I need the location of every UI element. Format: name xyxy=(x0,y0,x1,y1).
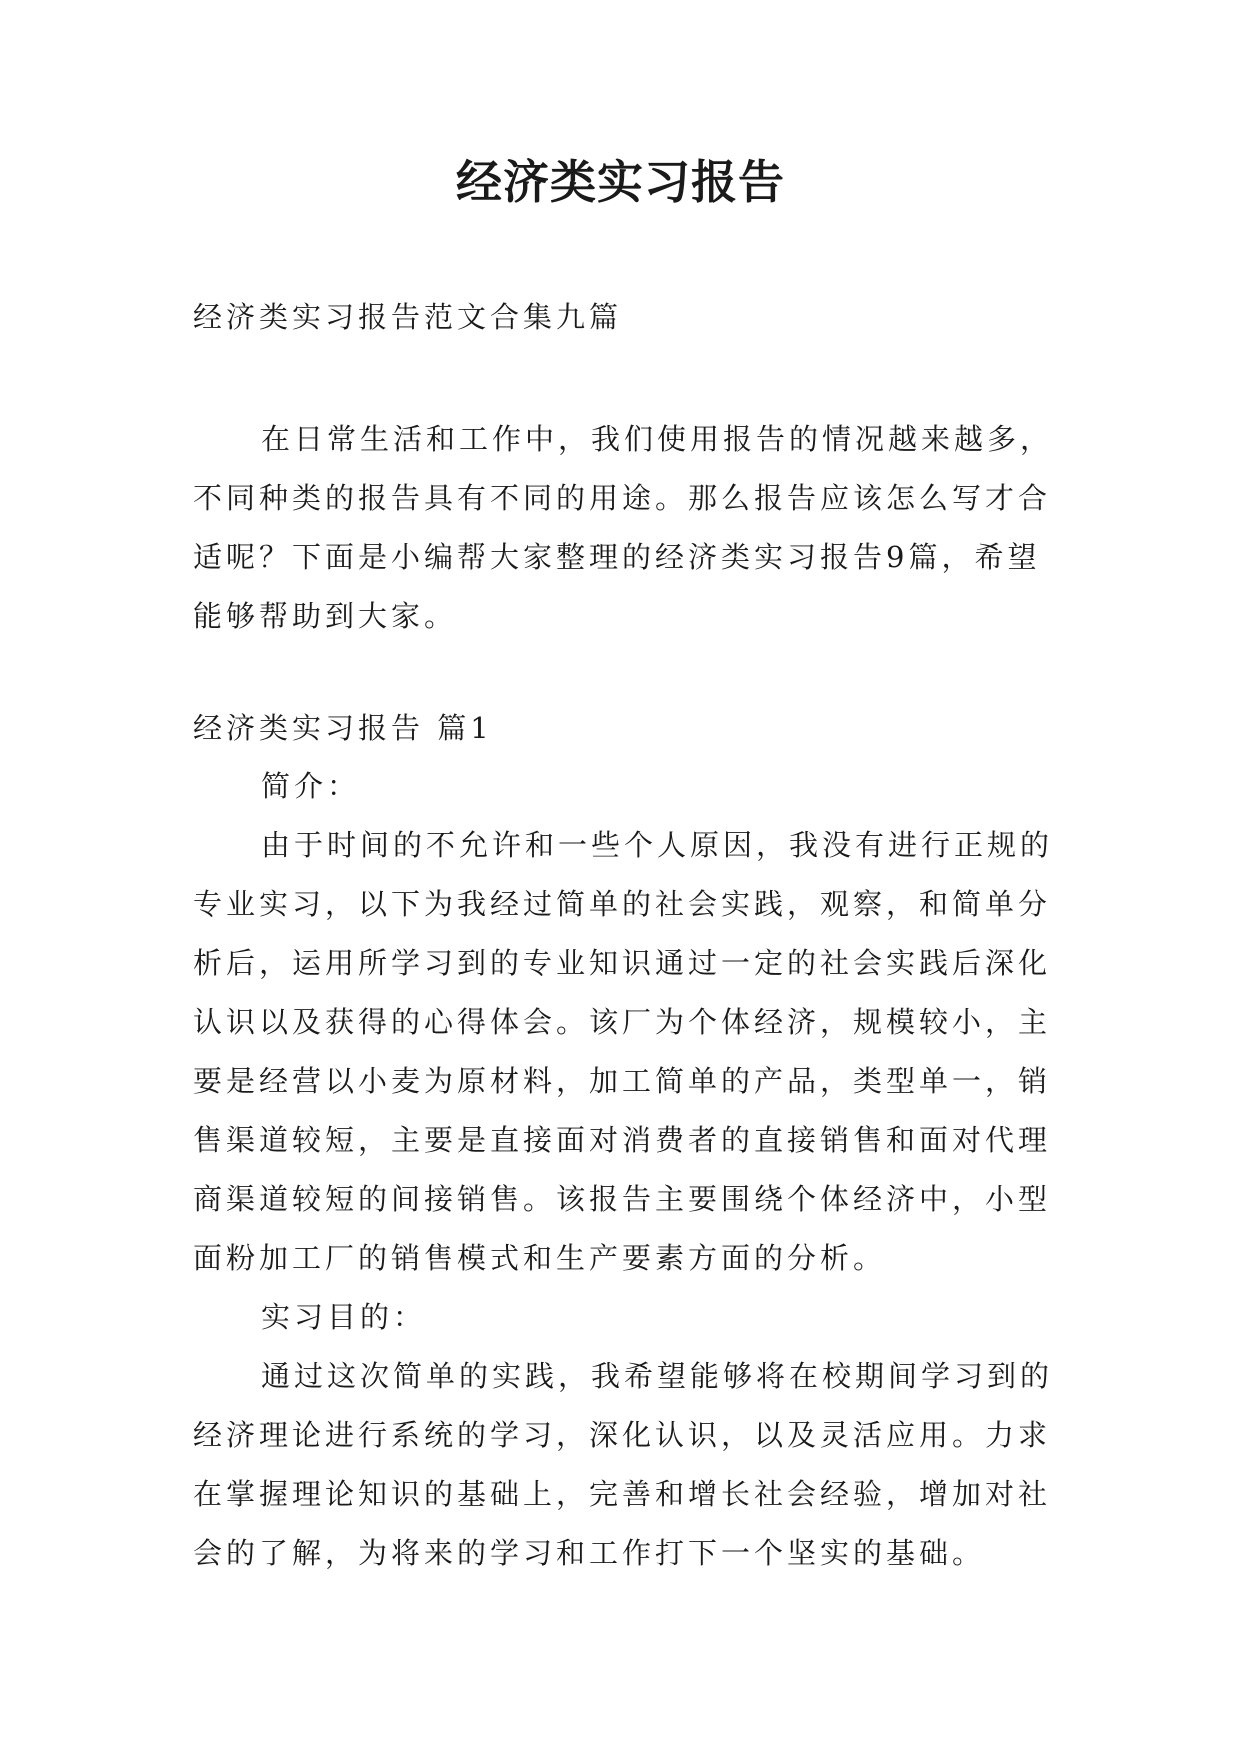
intro-text-paragraph: 由于时间的不允许和一些个人原因，我没有进行正规的专业实习，以下为我经过简单的社会实践，观察，和简单分析后，运用所学习到的专业知识通过一定的社会实践后深化认识以及获得的心得体会。该厂为个体经济，规模较小，主要是经营以小麦为原材料，加工简单的产品，类型单一，销售渠道较短，主要是直接面对消费者的直接销售和面对代理商渠道较短的间接销售。该报告主要围绕个体经济中，小型面粉加工厂的销售模式和生产要素方面的分析。 xyxy=(193,828,1054,1275)
intro-label: 简介： xyxy=(261,769,361,803)
purpose-text-paragraph: 通过这次简单的实践，我希望能够将在校期间学习到的经济理论进行系统的学习，深化认识，以及灵活应用。力求在掌握理论知识的基础上，完善和增长社会经验，增加对社会的了解，为将来的学习和工作打下一个坚实的基础。 xyxy=(193,1359,1054,1570)
purpose-label: 实习目的： xyxy=(261,1300,427,1334)
section-title: 经济类实习报告 篇1 xyxy=(193,711,493,745)
section-body xyxy=(193,757,1073,1583)
intro-paragraph: 在日常生活和工作中，我们使用报告的情况越来越多，不同种类的报告具有不同的用途。那么报告应该怎么写才合适呢？下面是小编帮大家整理的经济类实习报告9篇，希望能够帮助到大家。 xyxy=(193,422,1054,633)
document-subtitle: 经济类实习报告范文合集九篇 xyxy=(193,300,623,334)
document-title: 经济类实习报告 xyxy=(456,155,785,209)
